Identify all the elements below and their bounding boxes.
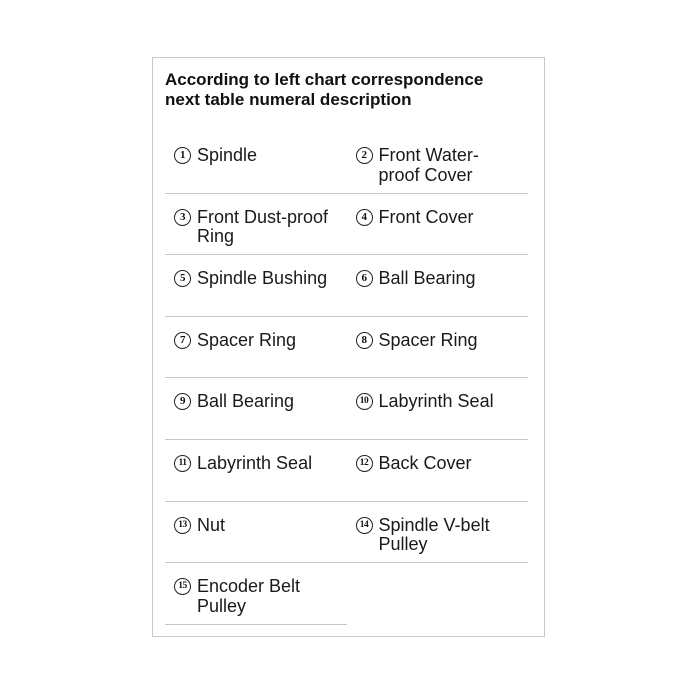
circled-number-7-icon: 7 bbox=[174, 332, 191, 349]
circled-number-13-icon: 13 bbox=[174, 517, 191, 534]
part-label: Spindle bbox=[197, 145, 258, 165]
part-label: Front Cover bbox=[378, 206, 474, 227]
part-label: Front Water- proof Cover bbox=[378, 145, 479, 185]
circled-number-8-icon: 8 bbox=[356, 332, 373, 349]
table-row bbox=[165, 194, 528, 256]
empty-cell bbox=[347, 563, 529, 625]
part-item-7 bbox=[165, 317, 347, 379]
circled-number-5-icon: 5 bbox=[174, 270, 191, 287]
part-item-3 bbox=[165, 194, 347, 256]
table-row bbox=[165, 255, 528, 317]
part-item-2 bbox=[347, 132, 529, 194]
table-row bbox=[165, 132, 528, 194]
part-label: Spacer Ring bbox=[197, 329, 297, 350]
part-label: Ball Bearing bbox=[197, 391, 295, 412]
part-item-8 bbox=[347, 317, 529, 379]
part-item-15 bbox=[165, 563, 347, 625]
table-row bbox=[165, 502, 528, 564]
part-label: Encoder Belt Pulley bbox=[197, 576, 301, 616]
circled-number-6-icon: 6 bbox=[356, 270, 373, 287]
table-row bbox=[165, 317, 528, 379]
part-label: Spindle Bushing bbox=[197, 268, 328, 289]
part-label: Ball Bearing bbox=[378, 268, 476, 289]
part-label: Front Dust-proof Ring bbox=[197, 206, 329, 247]
parts-description-card bbox=[152, 57, 545, 637]
part-item-12 bbox=[347, 440, 529, 502]
circled-number-14-icon: 14 bbox=[356, 517, 373, 534]
part-label: Spacer Ring bbox=[378, 329, 478, 350]
part-item-9 bbox=[165, 378, 347, 440]
circled-number-10-icon: 10 bbox=[356, 393, 373, 410]
part-item-14 bbox=[347, 502, 529, 564]
circled-number-9-icon: 9 bbox=[174, 393, 191, 410]
table-row bbox=[165, 563, 528, 625]
table-row bbox=[165, 378, 528, 440]
circled-number-2-icon: 2 bbox=[356, 147, 373, 164]
part-label: Spindle V-belt Pulley bbox=[378, 514, 490, 555]
circled-number-1-icon: 1 bbox=[174, 147, 191, 164]
part-item-11 bbox=[165, 440, 347, 502]
part-label: Back Cover bbox=[378, 452, 472, 473]
table-row bbox=[165, 440, 528, 502]
circled-number-15-icon: 15 bbox=[174, 578, 191, 595]
part-item-10 bbox=[347, 378, 529, 440]
parts-table bbox=[165, 132, 528, 625]
part-item-13 bbox=[165, 502, 347, 564]
heading-line-1: According to left chart correspondence bbox=[165, 70, 484, 89]
table-heading bbox=[165, 70, 535, 110]
part-item-4 bbox=[347, 194, 529, 256]
circled-number-4-icon: 4 bbox=[356, 209, 373, 226]
part-label: Labyrinth Seal bbox=[197, 452, 313, 473]
part-label: Nut bbox=[197, 514, 226, 535]
heading-line-2: next table numeral description bbox=[165, 90, 412, 109]
circled-number-11-icon: 11 bbox=[174, 455, 191, 472]
part-item-1 bbox=[165, 132, 347, 194]
part-item-6 bbox=[347, 255, 529, 317]
circled-number-3-icon: 3 bbox=[174, 209, 191, 226]
circled-number-12-icon: 12 bbox=[356, 455, 373, 472]
part-label: Labyrinth Seal bbox=[378, 391, 494, 412]
part-item-5 bbox=[165, 255, 347, 317]
